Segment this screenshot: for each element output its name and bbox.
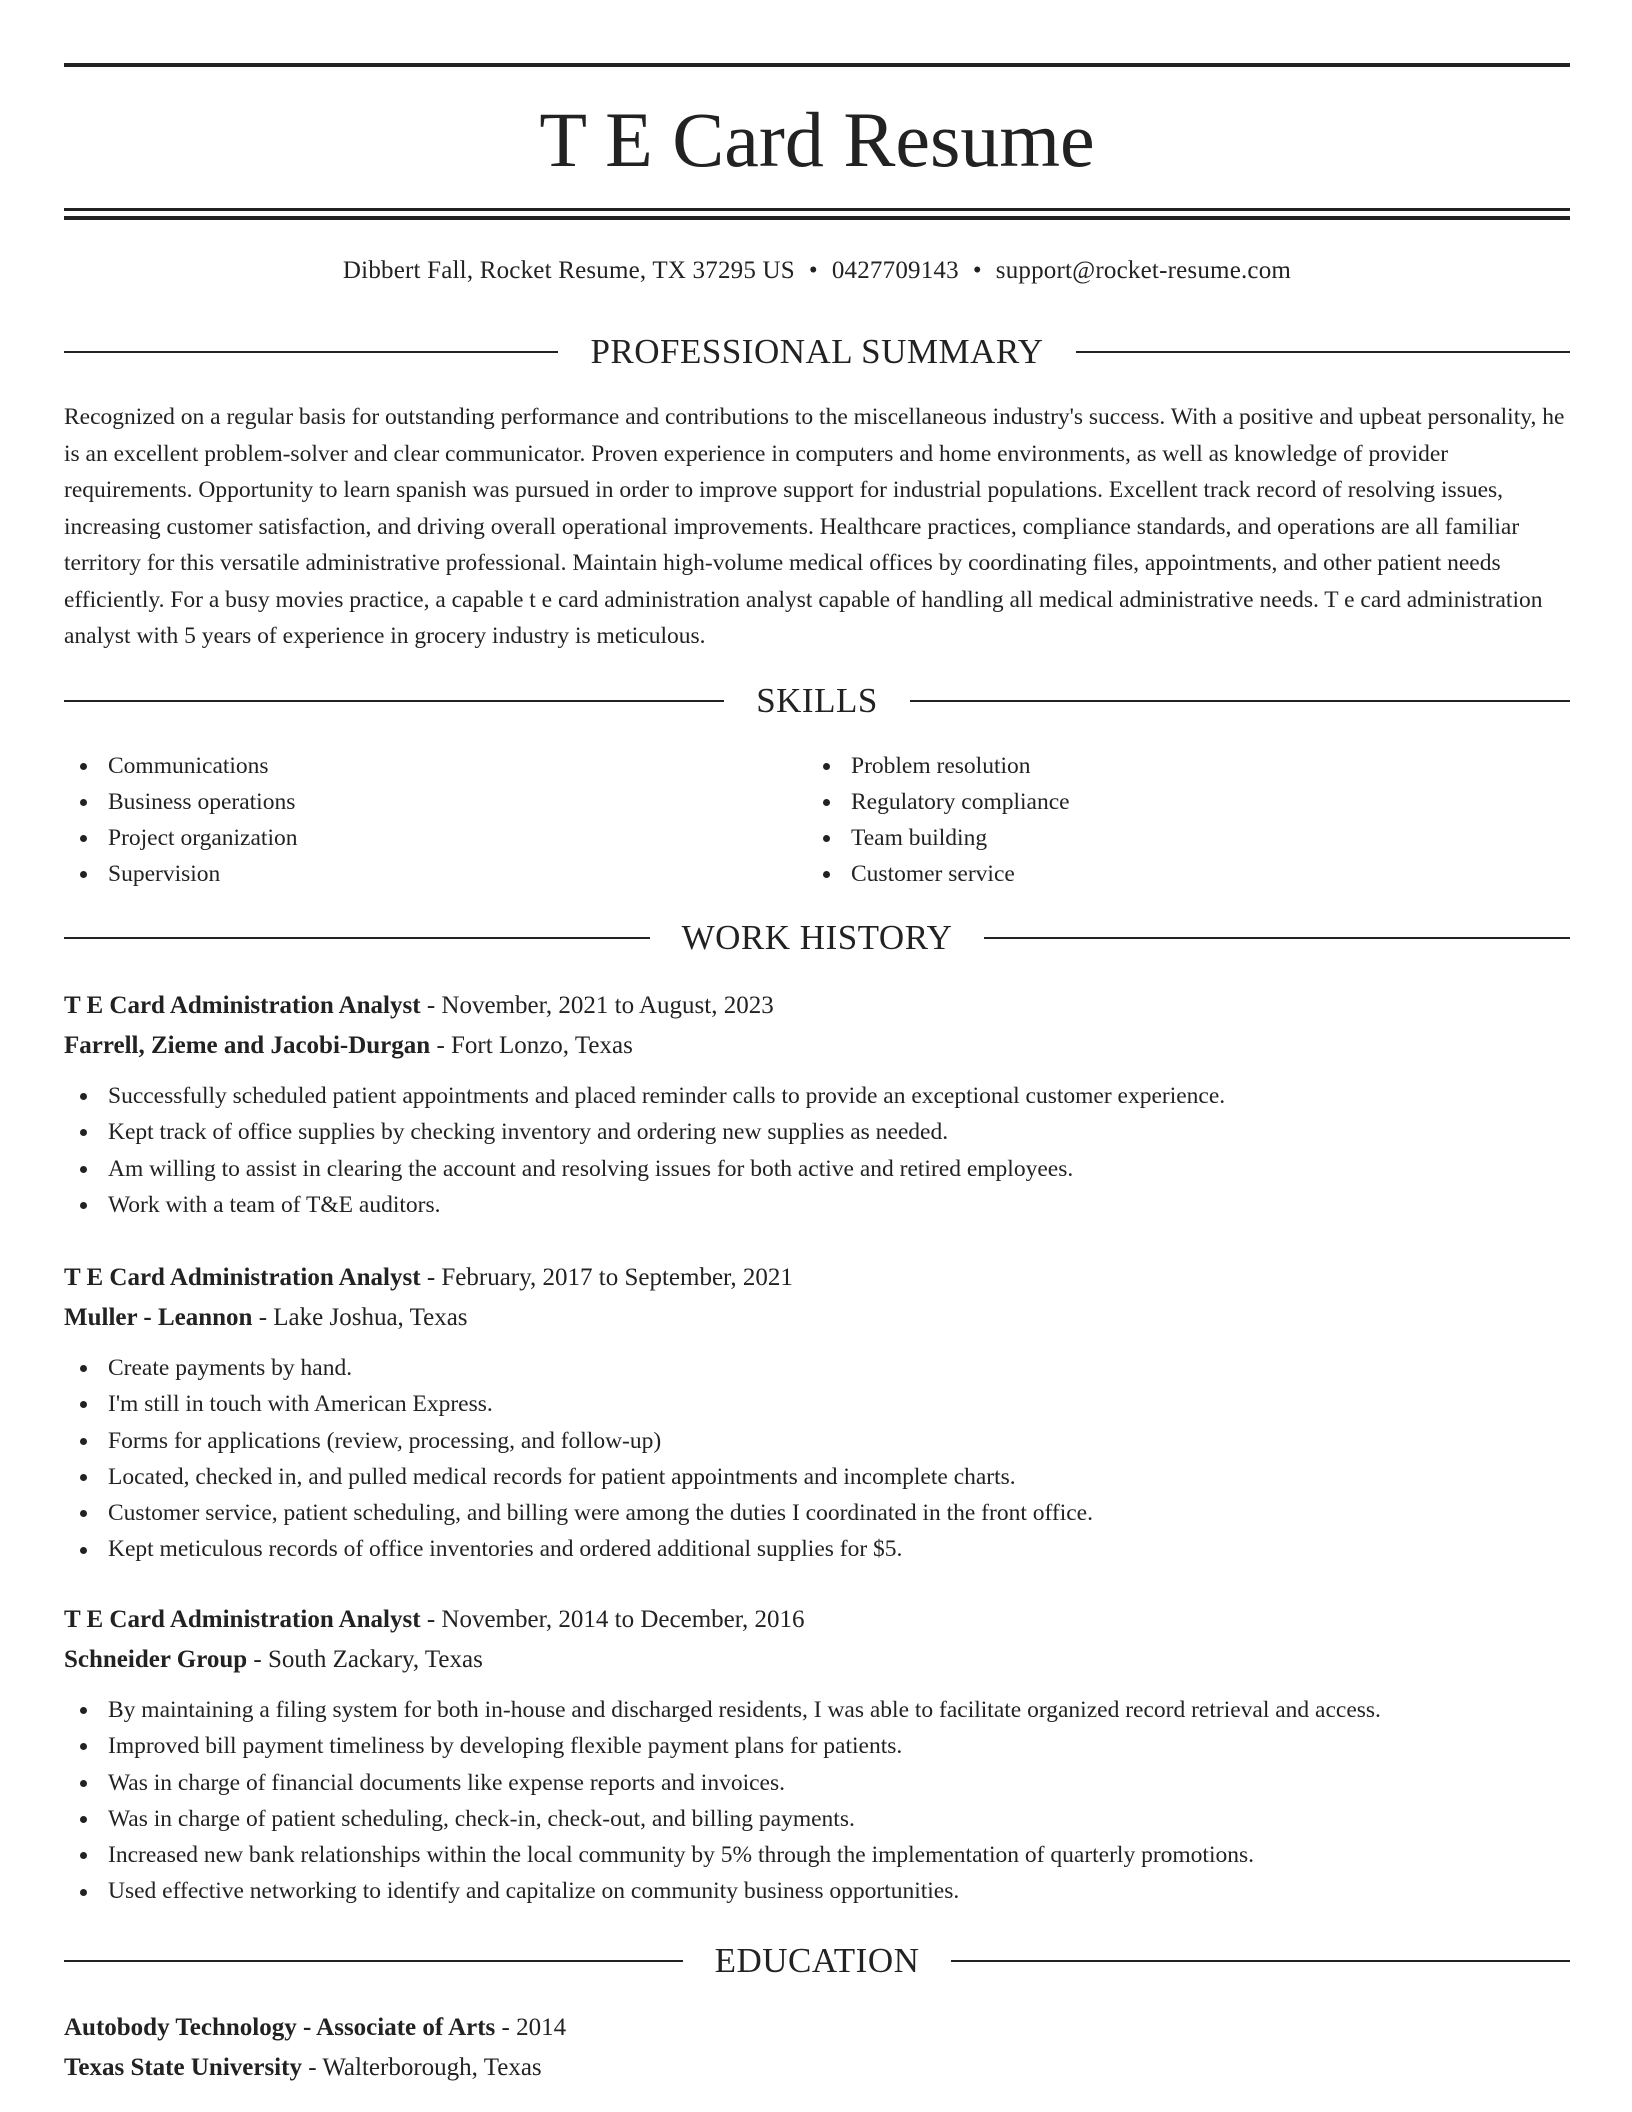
- heading-rule: [910, 700, 1570, 702]
- job-bullet: Am willing to assist in clearing the account and resolving issues for both active and retired employees.: [64, 1151, 1570, 1187]
- job-company: Schneider Group: [64, 1646, 248, 1673]
- job-company-line: [64, 1026, 1570, 1066]
- section-heading-education: [64, 1941, 1570, 1981]
- heading-rule: [1076, 351, 1570, 353]
- job-bullet: Improved bill payment timeliness by developing flexible payment plans for patients.: [64, 1728, 1570, 1764]
- resume-name: T E Card Resume: [539, 96, 1095, 183]
- job-bullet: I'm still in touch with American Express.: [64, 1386, 1570, 1422]
- heading-rule: [64, 351, 558, 353]
- contact-email: support@rocket-resume.com: [995, 257, 1292, 284]
- job-company: Muller - Leannon: [64, 1304, 253, 1331]
- skill-item: Business operations: [64, 784, 297, 820]
- education-location: - Walterborough, Texas: [301, 2054, 542, 2081]
- section-heading-skills: [64, 681, 1570, 721]
- job-bullet: Create payments by hand.: [64, 1350, 1570, 1386]
- education-entry: [64, 2008, 1570, 2088]
- job-bullets: [64, 1692, 1570, 1910]
- job-role-line: [64, 986, 1570, 1026]
- contact-address: Dibbert Fall, Rocket Resume, TX 37295 US: [342, 257, 795, 284]
- section-title: WORK HISTORY: [681, 918, 953, 957]
- skill-item: Problem resolution: [807, 748, 1070, 784]
- job-bullets: [64, 1078, 1570, 1223]
- job-title: T E Card Administration Analyst: [64, 1606, 421, 1633]
- job-title: T E Card Administration Analyst: [64, 992, 421, 1019]
- top-rule: [64, 63, 1570, 67]
- job-entry: [64, 1258, 1570, 1568]
- skills-list-left: [64, 748, 297, 892]
- job-company-line: [64, 1640, 1570, 1680]
- section-title: SKILLS: [756, 681, 878, 720]
- heading-rule: [64, 937, 650, 939]
- header-rule-lower: [64, 216, 1570, 220]
- skill-item: Regulatory compliance: [807, 784, 1070, 820]
- job-bullets: [64, 1350, 1570, 1568]
- contact-line: [64, 256, 1570, 286]
- job-company: Farrell, Zieme and Jacobi-Durgan: [64, 1032, 431, 1059]
- contact-phone: 0427709143: [831, 257, 959, 284]
- job-dates: - February, 2017 to September, 2021: [420, 1264, 793, 1291]
- job-bullet: Customer service, patient scheduling, and billing were among the duties I coordinated in the front office.: [64, 1495, 1570, 1531]
- job-company-line: [64, 1298, 1570, 1338]
- contact-separator: •: [808, 257, 818, 284]
- job-bullet: Kept meticulous records of office inventories and ordered additional supplies for $5.: [64, 1531, 1570, 1567]
- contact-separator: •: [972, 257, 982, 284]
- education-year: - 2014: [495, 2014, 567, 2041]
- job-bullet: Located, checked in, and pulled medical records for patient appointments and incomplete charts.: [64, 1459, 1570, 1495]
- job-title: T E Card Administration Analyst: [64, 1264, 421, 1291]
- job-dates: - November, 2014 to December, 2016: [420, 1606, 805, 1633]
- summary-text: Recognized on a regular basis for outstanding performance and contributions to the miscellaneous industry's success. With a positive and upbeat personality, he is an excellent problem-solver and clear communicator. Proven experience in computers and home environments, as well as knowledge of provider requirements. Opportunity to learn spanish was pursued in order to improve support for industrial populations. Excellent track record of resolving issues, increasing customer satisfaction, and driving overall operational improvements. Healthcare practices, compliance standards, and operations are all familiar territory for this versatile administrative professional. Maintain high-volume medical offices by coordinating files, appointments, and other patient needs efficiently. For a busy movies practice, a capable t e card administration analyst capable of handling all medical administrative needs. T e card administration analyst with 5 years of experience in grocery industry is meticulous.: [64, 404, 1565, 649]
- section-title: EDUCATION: [714, 1941, 920, 1980]
- skill-item: Customer service: [807, 856, 1070, 892]
- skill-item: Project organization: [64, 820, 297, 856]
- header-rule-upper: [64, 208, 1570, 211]
- education-school: Texas State University: [64, 2054, 302, 2081]
- job-entry: [64, 986, 1570, 1223]
- job-bullet: Was in charge of financial documents like expense reports and invoices.: [64, 1765, 1570, 1801]
- job-bullet: Forms for applications (review, processing, and follow-up): [64, 1423, 1570, 1459]
- job-role-line: [64, 1258, 1570, 1298]
- job-location: - Fort Lonzo, Texas: [430, 1032, 633, 1059]
- job-bullet: Work with a team of T&E auditors.: [64, 1187, 1570, 1223]
- job-bullet: By maintaining a filing system for both in-house and discharged residents, I was able to facilitate organized record retrieval and access.: [64, 1692, 1570, 1728]
- skill-item: Team building: [807, 820, 1070, 856]
- job-location: - South Zackary, Texas: [247, 1646, 483, 1673]
- education-degree: Autobody Technology - Associate of Arts: [64, 2014, 496, 2041]
- skill-item: Communications: [64, 748, 297, 784]
- section-heading-work: [64, 918, 1570, 958]
- section-title: PROFESSIONAL SUMMARY: [590, 332, 1044, 371]
- job-bullet: Successfully scheduled patient appointments and placed reminder calls to provide an exceptional customer experience.: [64, 1078, 1570, 1114]
- heading-rule: [951, 1960, 1570, 1962]
- job-bullet: Increased new bank relationships within the local community by 5% through the implementation of quarterly promotions.: [64, 1837, 1570, 1873]
- education-school-line: [64, 2048, 1570, 2088]
- education-degree-line: [64, 2008, 1570, 2048]
- job-role-line: [64, 1600, 1570, 1640]
- heading-rule: [64, 700, 724, 702]
- job-bullet: Kept track of office supplies by checking inventory and ordering new supplies as needed.: [64, 1114, 1570, 1150]
- job-bullet: Used effective networking to identify and capitalize on community business opportunities.: [64, 1873, 1570, 1909]
- section-heading-summary: [64, 332, 1570, 372]
- job-dates: - November, 2021 to August, 2023: [420, 992, 774, 1019]
- job-entry: [64, 1600, 1570, 1910]
- job-location: - Lake Joshua, Texas: [252, 1304, 468, 1331]
- skills-list-right: [807, 748, 1070, 892]
- skill-item: Supervision: [64, 856, 297, 892]
- heading-rule: [984, 937, 1570, 939]
- job-bullet: Was in charge of patient scheduling, check-in, check-out, and billing payments.: [64, 1801, 1570, 1837]
- heading-rule: [64, 1960, 683, 1962]
